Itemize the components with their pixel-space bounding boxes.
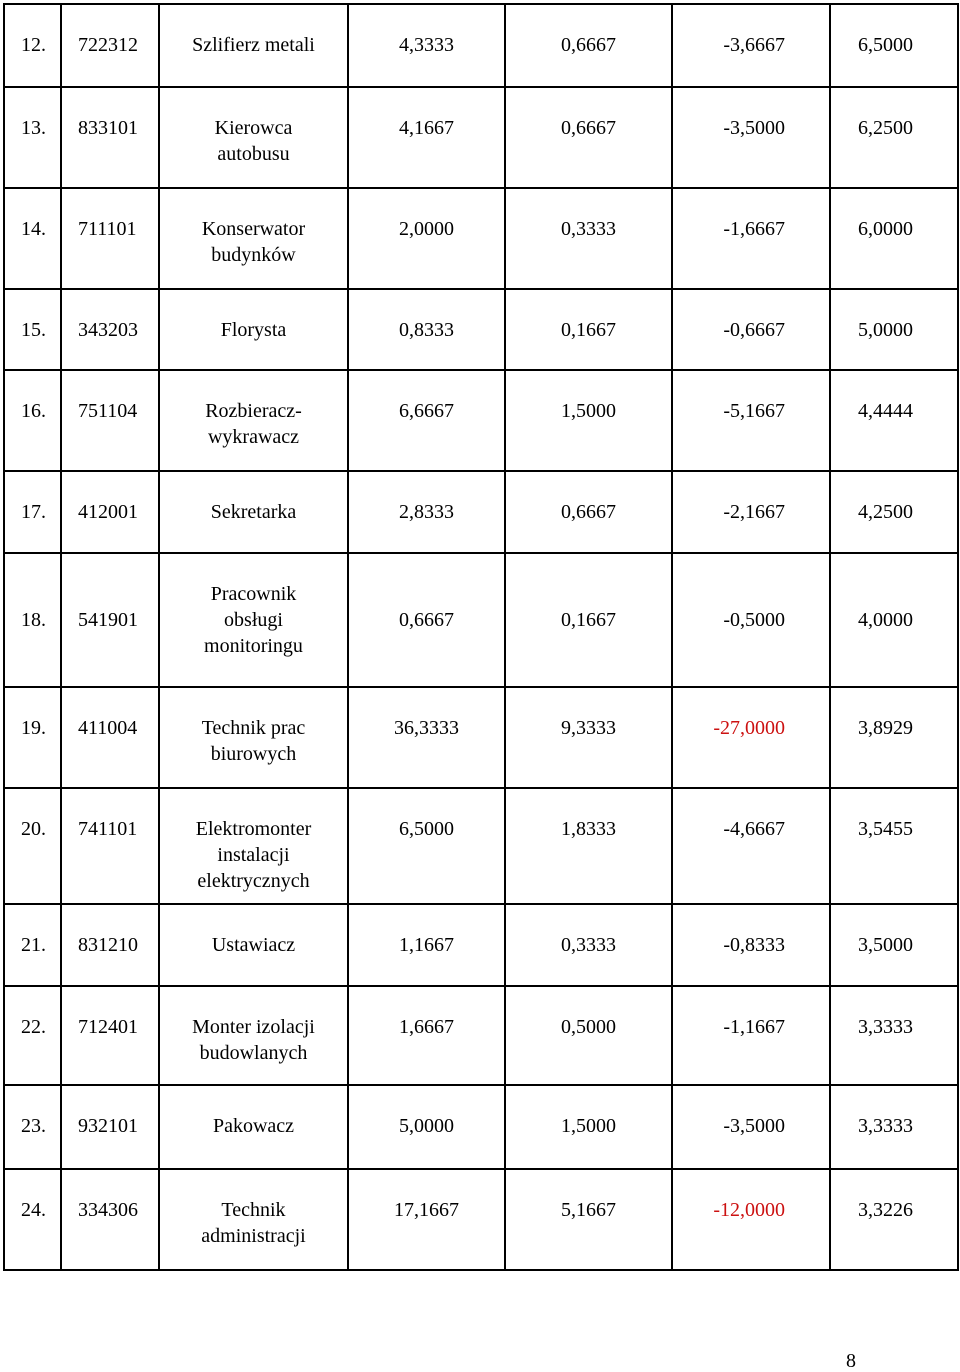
table-row (4, 553, 958, 687)
value-4-cell: 6,0000 (830, 188, 958, 289)
value-2-cell: 0,6667 (505, 87, 672, 188)
occupation-code-cell: 722312 (61, 4, 159, 87)
occupation-code-cell: 334306 (61, 1169, 159, 1270)
table-body (4, 4, 958, 1270)
occupation-code-cell: 751104 (61, 370, 159, 471)
page-number: 8 (846, 1350, 856, 1372)
occupation-code-cell: 932101 (61, 1085, 159, 1169)
row-number-cell: 12. (4, 4, 61, 87)
value-1-cell: 1,1667 (348, 904, 505, 986)
value-4-cell: 3,3333 (830, 1085, 958, 1169)
row-number-cell: 14. (4, 188, 61, 289)
occupation-name-cell: Ustawiacz (159, 904, 348, 986)
value-3-cell: -4,6667 (672, 788, 830, 904)
occupation-name-cell: Technik prac biurowych (159, 687, 348, 788)
row-number-cell: 15. (4, 289, 61, 370)
value-4-cell: 3,5000 (830, 904, 958, 986)
occupation-code-cell: 741101 (61, 788, 159, 904)
occupation-code-cell: 712401 (61, 986, 159, 1085)
value-4-cell: 4,4444 (830, 370, 958, 471)
row-number-cell: 20. (4, 788, 61, 904)
occupation-name-cell: Pakowacz (159, 1085, 348, 1169)
value-4-cell: 3,3226 (830, 1169, 958, 1270)
value-3-cell: -0,8333 (672, 904, 830, 986)
table-row (4, 87, 958, 188)
value-1-cell: 2,0000 (348, 188, 505, 289)
value-1-cell: 2,8333 (348, 471, 505, 553)
row-number-cell: 21. (4, 904, 61, 986)
value-4-cell: 4,0000 (830, 553, 958, 687)
value-3-cell: -12,0000 (672, 1169, 830, 1270)
occupation-name-cell: Szlifierz metali (159, 4, 348, 87)
occupation-code-cell: 412001 (61, 471, 159, 553)
occupation-code-cell: 343203 (61, 289, 159, 370)
value-4-cell: 3,5455 (830, 788, 958, 904)
occupation-code-cell: 831210 (61, 904, 159, 986)
value-3-cell: -3,5000 (672, 87, 830, 188)
row-number-cell: 16. (4, 370, 61, 471)
value-3-cell: -27,0000 (672, 687, 830, 788)
occupation-name-cell: Monter izolacji budowlanych (159, 986, 348, 1085)
occupation-code-cell: 411004 (61, 687, 159, 788)
value-4-cell: 6,2500 (830, 87, 958, 188)
value-1-cell: 0,6667 (348, 553, 505, 687)
row-number-cell: 18. (4, 553, 61, 687)
value-1-cell: 4,3333 (348, 4, 505, 87)
value-2-cell: 0,6667 (505, 471, 672, 553)
value-3-cell: -5,1667 (672, 370, 830, 471)
table-row (4, 370, 958, 471)
row-number-cell: 22. (4, 986, 61, 1085)
value-2-cell: 1,5000 (505, 370, 672, 471)
value-3-cell: -1,1667 (672, 986, 830, 1085)
value-2-cell: 1,5000 (505, 1085, 672, 1169)
value-3-cell: -0,5000 (672, 553, 830, 687)
occupation-data-table (3, 3, 959, 1271)
row-number-cell: 13. (4, 87, 61, 188)
value-1-cell: 0,8333 (348, 289, 505, 370)
value-1-cell: 17,1667 (348, 1169, 505, 1270)
occupation-name-cell: Florysta (159, 289, 348, 370)
table-row (4, 289, 958, 370)
table-row (4, 1085, 958, 1169)
value-2-cell: 0,3333 (505, 904, 672, 986)
occupation-name-cell: Sekretarka (159, 471, 348, 553)
value-1-cell: 36,3333 (348, 687, 505, 788)
occupation-name-cell: Konserwator budynków (159, 188, 348, 289)
value-2-cell: 9,3333 (505, 687, 672, 788)
value-1-cell: 6,5000 (348, 788, 505, 904)
value-4-cell: 3,3333 (830, 986, 958, 1085)
occupation-code-cell: 541901 (61, 553, 159, 687)
table-row (4, 687, 958, 788)
value-4-cell: 6,5000 (830, 4, 958, 87)
value-2-cell: 0,1667 (505, 553, 672, 687)
value-3-cell: -2,1667 (672, 471, 830, 553)
occupation-code-cell: 711101 (61, 188, 159, 289)
table-row (4, 4, 958, 87)
row-number-cell: 17. (4, 471, 61, 553)
table-row (4, 986, 958, 1085)
occupation-name-cell: Pracownik obsługi monitoringu (159, 553, 348, 687)
value-3-cell: -3,6667 (672, 4, 830, 87)
value-1-cell: 1,6667 (348, 986, 505, 1085)
table-row (4, 188, 958, 289)
occupation-name-cell: Technik administracji (159, 1169, 348, 1270)
value-1-cell: 4,1667 (348, 87, 505, 188)
value-2-cell: 0,3333 (505, 188, 672, 289)
table-row (4, 904, 958, 986)
occupation-code-cell: 833101 (61, 87, 159, 188)
row-number-cell: 23. (4, 1085, 61, 1169)
occupation-name-cell: Kierowca autobusu (159, 87, 348, 188)
value-4-cell: 4,2500 (830, 471, 958, 553)
occupation-name-cell: Elektromonter instalacji elektrycznych (159, 788, 348, 904)
value-1-cell: 6,6667 (348, 370, 505, 471)
value-2-cell: 0,1667 (505, 289, 672, 370)
table-row (4, 788, 958, 904)
value-3-cell: -0,6667 (672, 289, 830, 370)
value-3-cell: -3,5000 (672, 1085, 830, 1169)
row-number-cell: 19. (4, 687, 61, 788)
occupation-name-cell: Rozbieracz-wykrawacz (159, 370, 348, 471)
value-2-cell: 1,8333 (505, 788, 672, 904)
table-row (4, 1169, 958, 1270)
value-1-cell: 5,0000 (348, 1085, 505, 1169)
value-2-cell: 5,1667 (505, 1169, 672, 1270)
value-3-cell: -1,6667 (672, 188, 830, 289)
table-row (4, 471, 958, 553)
value-4-cell: 5,0000 (830, 289, 958, 370)
value-2-cell: 0,5000 (505, 986, 672, 1085)
value-4-cell: 3,8929 (830, 687, 958, 788)
value-2-cell: 0,6667 (505, 4, 672, 87)
row-number-cell: 24. (4, 1169, 61, 1270)
